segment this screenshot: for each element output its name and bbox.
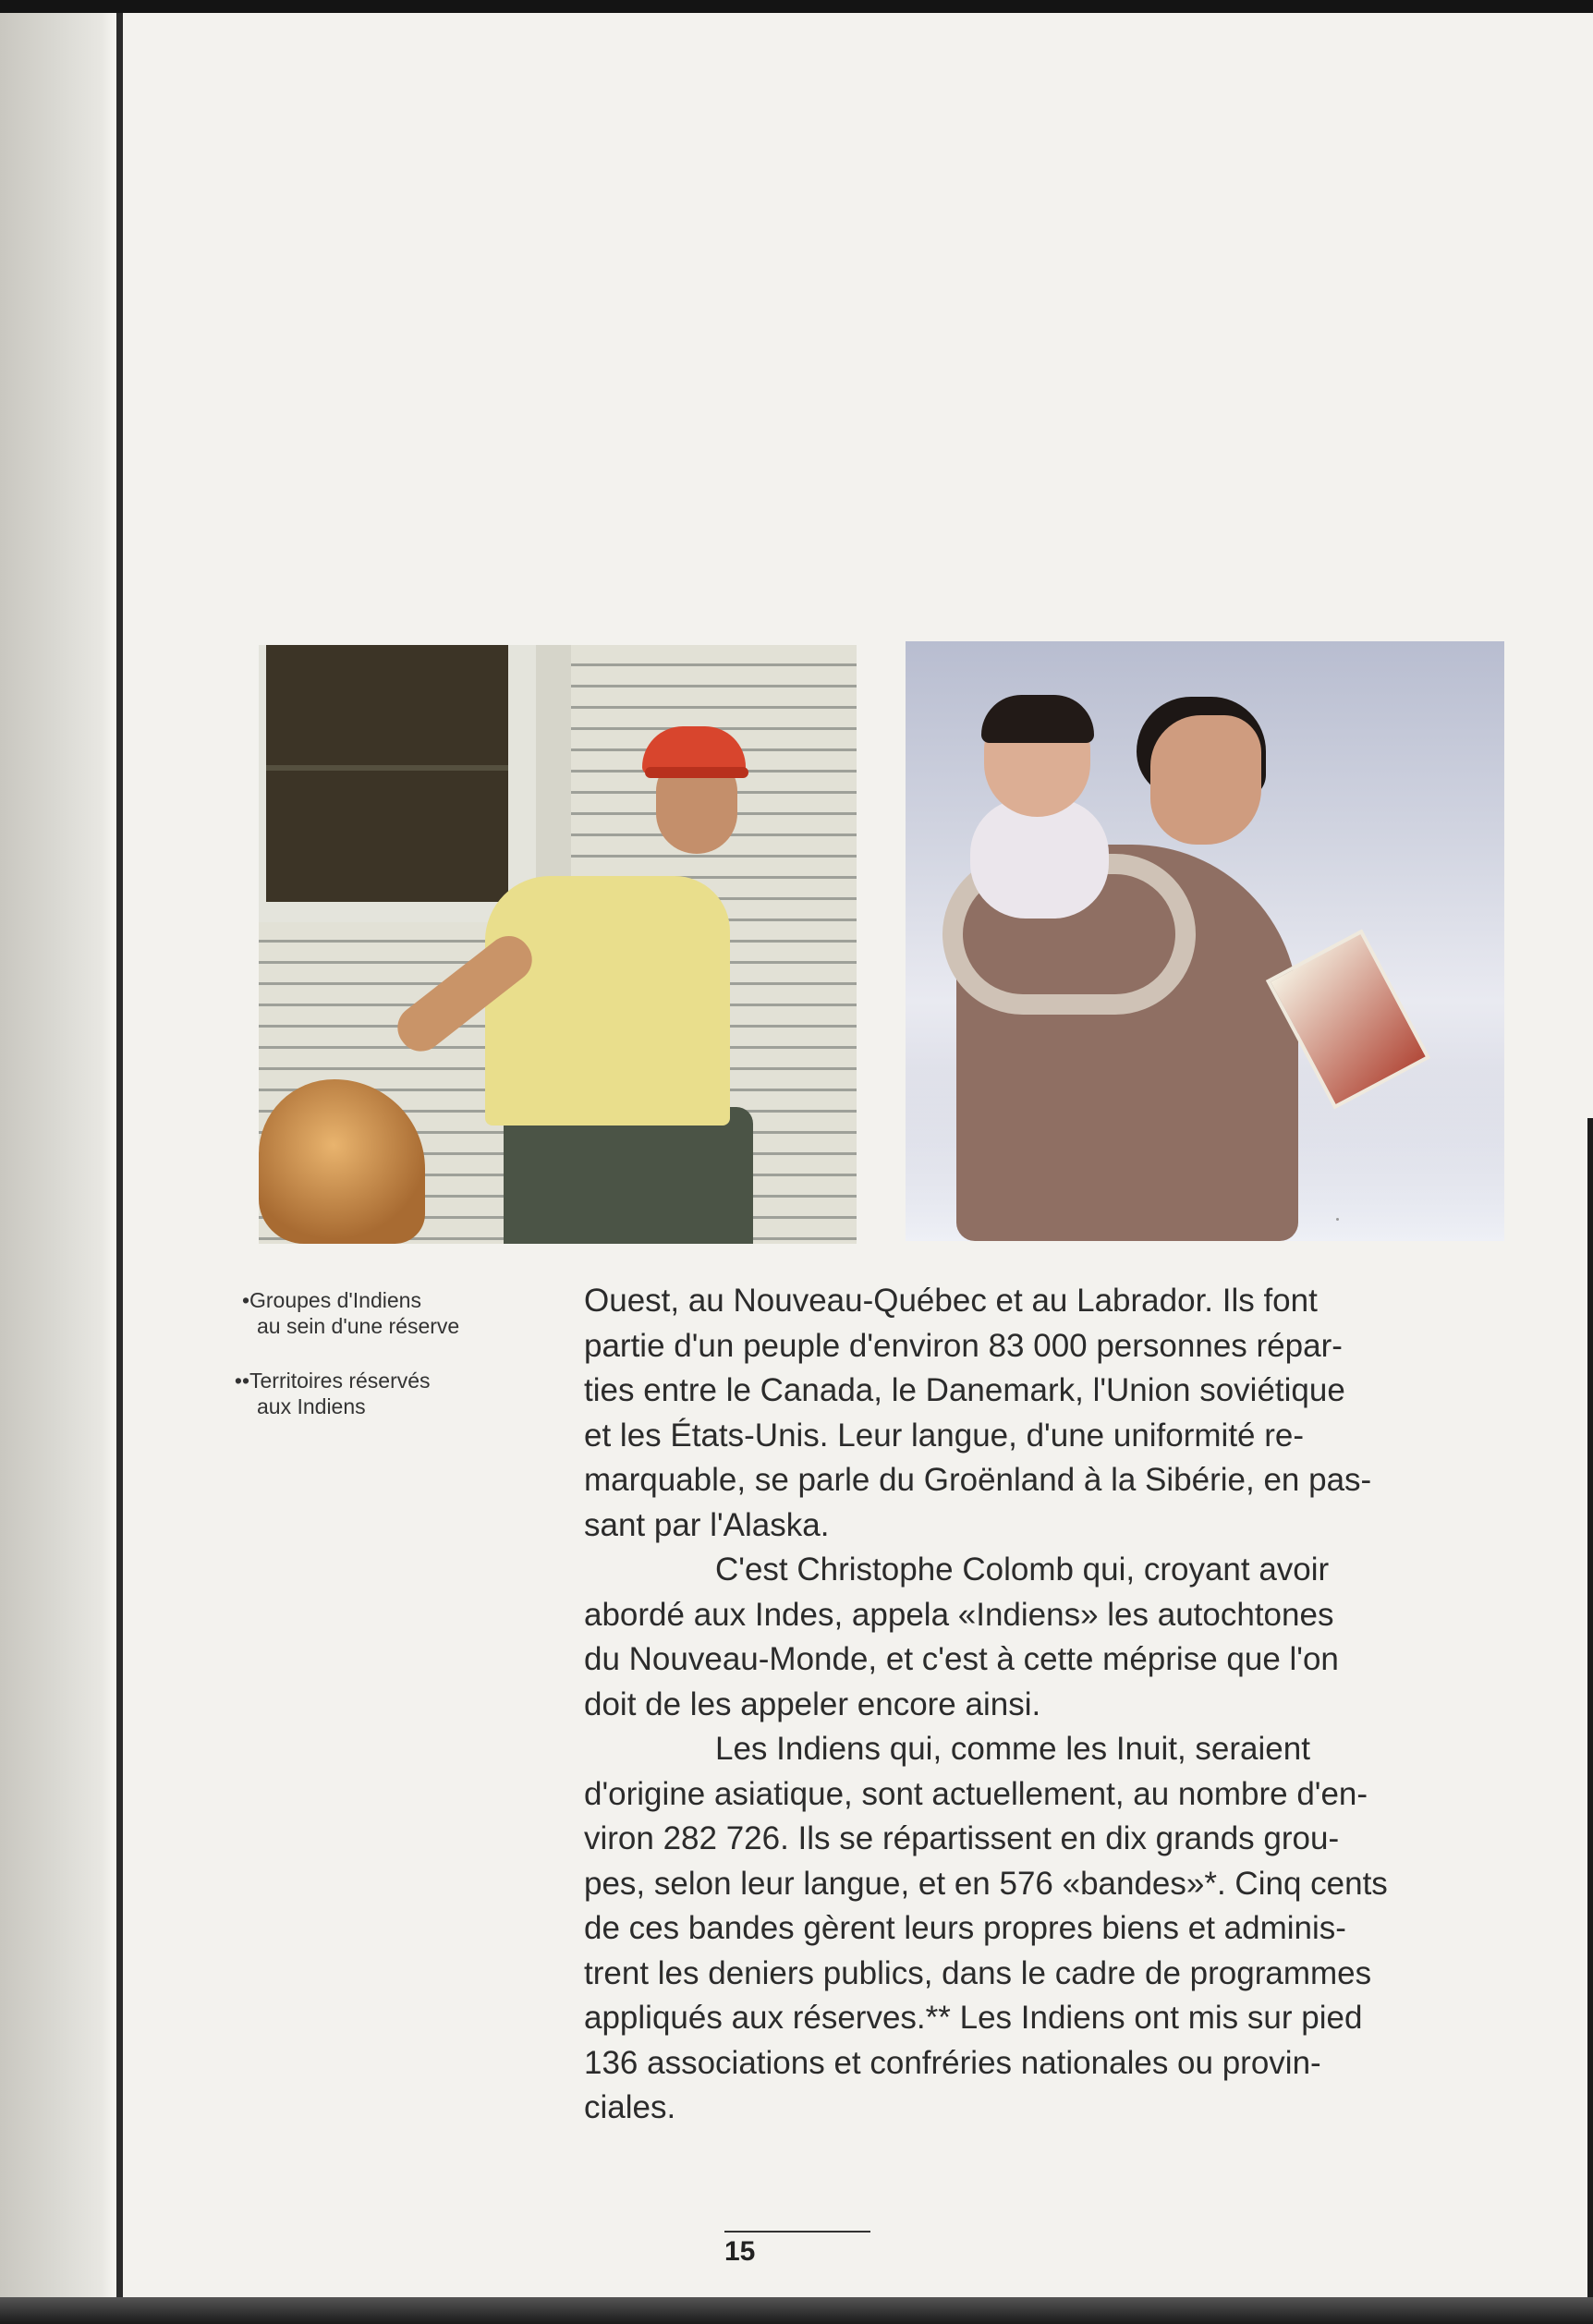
- footnote-text: Groupes d'Indiens: [249, 1288, 421, 1312]
- text-line: de ces bandes gèrent leurs propres biens et adminis-: [584, 1910, 1346, 1946]
- scan-right-edge: [1587, 1118, 1593, 2324]
- footnote-groupes: [241, 1287, 517, 1339]
- child-hair: [981, 695, 1094, 743]
- footnote-text: Territoires réservés: [249, 1369, 431, 1393]
- text-line: trent les deniers publics, dans le cadre de programmes: [584, 1954, 1372, 1991]
- window-divider: [266, 765, 508, 771]
- man-trousers: [504, 1107, 753, 1244]
- text-line: Les Indiens qui, comme les Inuit, seraient: [715, 1731, 1310, 1767]
- scan-speck: [1336, 1218, 1339, 1221]
- footnote-marker: ••: [234, 1369, 249, 1393]
- page-number-rule: [724, 2231, 870, 2233]
- text-line: C'est Christophe Colomb qui, croyant avoir: [715, 1551, 1330, 1588]
- text-line: appliqués aux réserves.** Les Indiens ont mis sur pied: [584, 2000, 1363, 2036]
- text-line: marquable, se parle du Groënland à la Sibérie, en pas-: [584, 1462, 1372, 1498]
- footnote-line: au sein d'une réserve: [257, 1314, 460, 1338]
- footnote-line: [241, 1287, 517, 1313]
- text-line: partie d'un peuple d'environ 83 000 personnes répar-: [584, 1327, 1343, 1364]
- paragraph-3: [584, 1727, 1508, 2131]
- house-window: [259, 645, 543, 922]
- footnote-line: [234, 1368, 517, 1393]
- photo-man-with-dog: [259, 645, 857, 1244]
- photo-girl-carrying-child: [906, 641, 1504, 1241]
- text-line: et les États-Unis. Leur langue, d'une uniformité re-: [584, 1417, 1305, 1454]
- footnote-line: aux Indiens: [257, 1394, 366, 1418]
- page-binding-edge: [116, 0, 123, 2324]
- text-line: 136 associations et confréries nationales ou provin-: [584, 2044, 1321, 2081]
- text-line: pes, selon leur langue, et en 576 «bandes»*. Cinq cents: [584, 1865, 1388, 1902]
- text-line: du Nouveau-Monde, et c'est à cette méprise que l'on: [584, 1641, 1339, 1677]
- page-number: 15: [724, 2236, 756, 2267]
- text-line: d'origine asiatique, sont actuellement, au nombre d'en-: [584, 1775, 1368, 1812]
- page-binding-shadow: [0, 0, 113, 2324]
- text-line: viron 282 726. Ils se répartissent en dix grands grou-: [584, 1820, 1340, 1856]
- girl-head: [1150, 715, 1261, 845]
- scan-bottom-edge: [0, 2297, 1593, 2324]
- scan-top-edge: [0, 0, 1593, 13]
- text-line: ties entre le Canada, le Danemark, l'Union soviétique: [584, 1372, 1345, 1408]
- paragraph-2: [584, 1548, 1508, 1727]
- man-shirt: [485, 876, 730, 1125]
- body-text: [584, 1279, 1508, 2131]
- footnote-marker: •: [241, 1288, 249, 1312]
- paragraph-1: [584, 1279, 1508, 1548]
- text-line: abordé aux Indes, appela «Indiens» les autochtones: [584, 1596, 1334, 1633]
- footnote-territoires: [234, 1368, 517, 1419]
- cap-brim: [645, 767, 748, 778]
- text-line: ciales.: [584, 2089, 676, 2125]
- text-line: Ouest, au Nouveau-Québec et au Labrador. Ils font: [584, 1283, 1318, 1319]
- text-line: doit de les appeler encore ainsi.: [584, 1685, 1041, 1722]
- window-screen: [266, 645, 508, 902]
- text-line: sant par l'Alaska.: [584, 1506, 830, 1543]
